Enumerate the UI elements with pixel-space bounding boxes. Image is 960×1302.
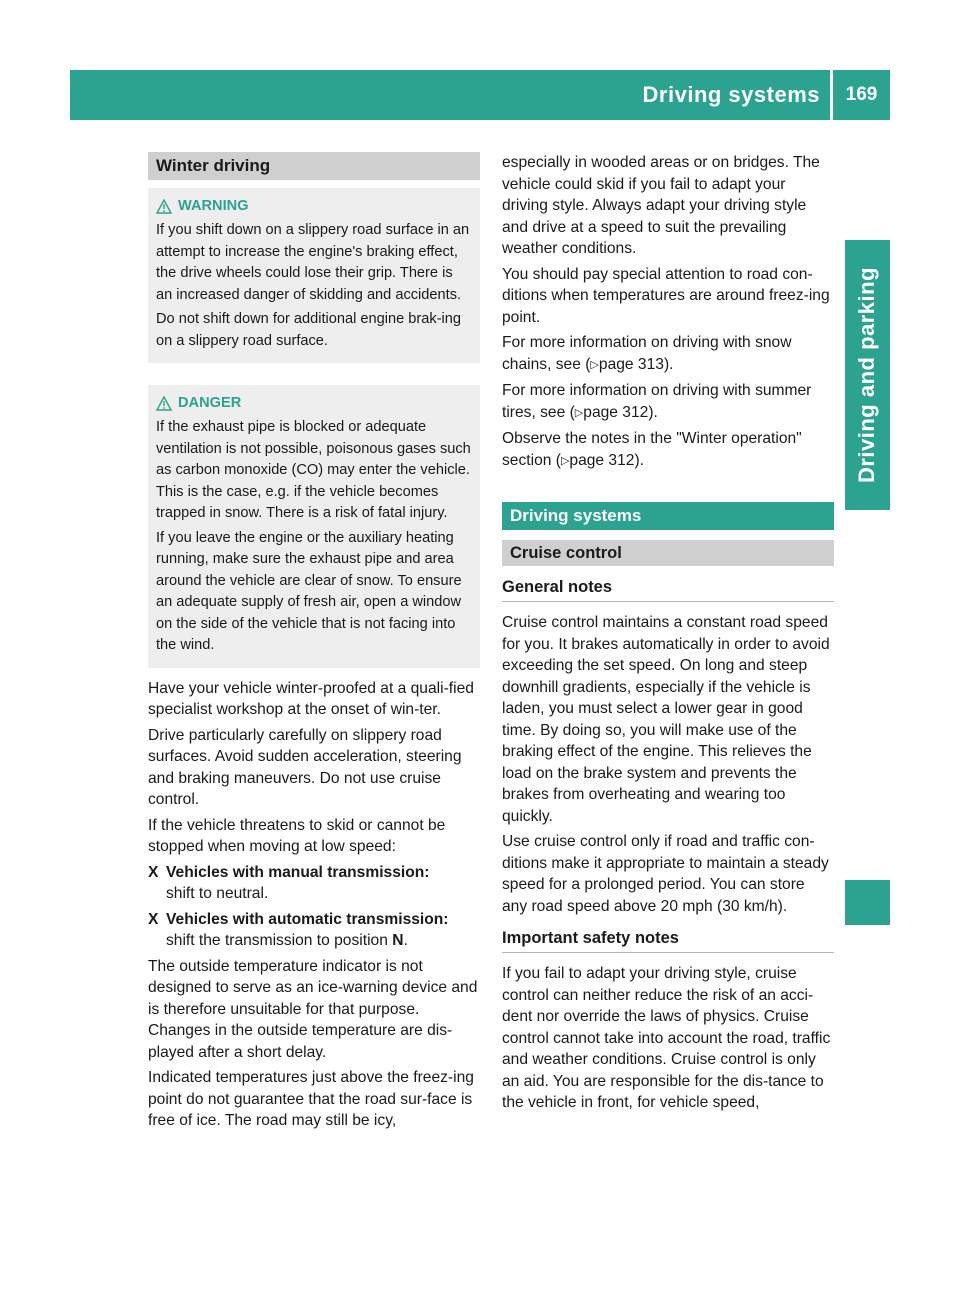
body-paragraph: Cruise control maintains a constant road speed for you. It brakes automatically in order to avoid exceeding the set speed. On long and steep downhill gradients, especially if the vehicle is laden, you must select a lower gear in good time. By doing so, you will make use of the braking effect of the engine. This relieves the load on the brake system and prevents the brakes from overheating and wearing too quickly. (502, 614, 830, 825)
page-reference-link[interactable]: page 313 (598, 355, 664, 373)
page-number: 169 (845, 84, 878, 105)
page-reference-icon: ▷ (574, 406, 584, 419)
section-title-winter-driving: Winter driving (148, 152, 480, 180)
action-text: shift the transmission to position N. (166, 932, 408, 949)
danger-box (148, 385, 480, 668)
action-title: Vehicles with automatic transmission: (166, 910, 449, 928)
action-arrow-icon: X (148, 863, 159, 881)
body-paragraph: Indicated temperatures just above the freez-ing point do not guarantee that the road sur-face is free of ice. The road may still be icy, (148, 1069, 474, 1129)
warning-triangle-icon (156, 396, 172, 411)
body-paragraph: Have your vehicle winter-proofed at a quali-fied specialist workshop at the onset of win-ter. (148, 679, 474, 718)
action-step-manual (148, 862, 480, 905)
page-reference-link[interactable]: page 312 (583, 403, 649, 421)
subsection-title-cruise-control: Cruise control (502, 540, 834, 566)
danger-text: If you leave the engine or the auxiliary heating running, make sure the exhaust pipe and area around the vehicle are clear of snow. To ensure an adequate supply of fresh air, open a window on the side of the vehicle that is not facing into the wind. (156, 529, 462, 653)
warning-text: Do not shift down for additional engine brak-ing on a slippery road surface. (156, 311, 462, 349)
body-paragraph: If the vehicle threatens to skid or cannot be stopped when moving at low speed: (148, 816, 446, 855)
header-title: Driving systems (642, 82, 820, 107)
body-paragraph: Use cruise control only if road and traffic con-ditions make it appropriate to maintain a steady speed for a prolonged period. You can store any road speed above 20 mph (30 km/h). (502, 833, 829, 915)
reference-paragraph: Observe the notes in the "Winter operation" section (▷page 312). (502, 430, 802, 469)
danger-text: If the exhaust pipe is blocked or adequate ventilation is not possible, poisonous gases such as carbon monoxide (CO) may enter the vehicle. This is the case, e.g. if the vehicle becomes trapped in snow. There is a risk of fatal injury. (156, 419, 471, 521)
reference-paragraph: For more information on driving with summer tires, see (▷page 312). (502, 382, 812, 421)
danger-label: DANGER (178, 395, 242, 411)
action-step-automatic (148, 909, 480, 952)
right-column (502, 152, 834, 1118)
action-arrow-icon: X (148, 910, 159, 928)
warning-header (156, 196, 472, 216)
warning-label: WARNING (178, 198, 249, 214)
heading-important-safety-notes: Important safety notes (502, 927, 834, 953)
gear-position: N (392, 932, 404, 949)
warning-text: If you shift down on a slippery road surface in an attempt to increase the engine's braking effect, the drive wheels could lose their grip. There is an increased danger of skidding and accidents. (156, 222, 470, 303)
side-marker (845, 880, 890, 925)
body-paragraph: If you fail to adapt your driving style, cruise control can neither reduce the risk of an acci-dent nor override the laws of physics. Cruise control cannot take into account the road, traffic and weather conditions. Cruise control is only an aid. You are responsible for the dis-tance to the vehicle in front, for vehicle speed, (502, 965, 831, 1111)
action-title: Vehicles with manual transmission: (166, 863, 430, 881)
action-text: shift to neutral. (166, 885, 269, 902)
danger-header (156, 393, 472, 413)
reference-paragraph: For more information on driving with snow chains, see (▷page 313). (502, 334, 792, 373)
side-tab (845, 240, 890, 510)
body-paragraph: You should pay special attention to road con-ditions when temperatures are around freez-ing point. (502, 265, 830, 326)
warning-box (148, 188, 480, 363)
warning-triangle-icon (156, 199, 172, 214)
body-paragraph: especially in wooded areas or on bridges. The vehicle could skid if you fail to adapt your driving style. Always adapt your driving style and drive at a speed to suit the prevailing weather conditions. (502, 154, 820, 257)
page-reference-icon: ▷ (590, 358, 599, 371)
heading-general-notes: General notes (502, 576, 834, 602)
section-title-driving-systems: Driving systems (502, 502, 834, 530)
page-reference-icon: ▷ (560, 454, 570, 467)
side-tab-label: Driving and parking (854, 266, 880, 484)
body-paragraph: Drive particularly carefully on slippery road surfaces. Avoid sudden acceleration, steering and braking maneuvers. Do not use cruise control. (148, 726, 462, 808)
page-reference-link[interactable]: page 312 (569, 451, 635, 469)
left-column (148, 152, 480, 1136)
body-paragraph: The outside temperature indicator is not designed to serve as an ice-warning device and is therefore unsuitable for that purpose. Changes in the outside temperature are dis-played after a short delay. (148, 957, 478, 1061)
